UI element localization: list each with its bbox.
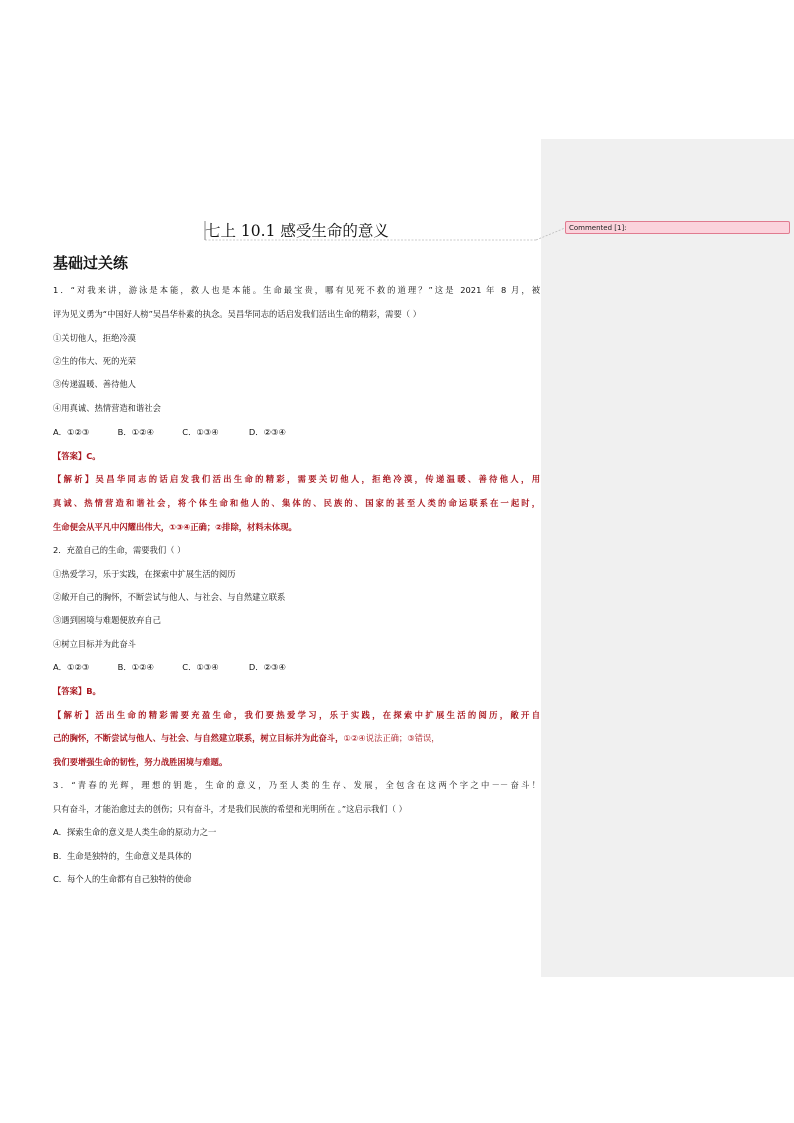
q1-stem-line-2: 评为见义勇为“中国好人榜”吴昌华朴素的执念。吴昌华同志的话启发我们活出生命的精彩，需要（ ） [53,309,422,319]
q1-analysis-line-2: 真诚、热情营造和谐社会，将个体生命和他人的、集体的、民族的、国家的甚至人类的命运联系在一起时， [53,498,540,508]
comment-label: Commented [1]: [569,224,627,232]
q2-option-4: ④树立目标并为此奋斗 [53,639,136,649]
page-title: 七上 10.1 感受生命的意义 [205,222,389,240]
q1-choice-a: A．①②③ [53,427,90,437]
q2-analysis-line-1: 【解析】活出生命的精彩需要充盈生命，我们要热爱学习，乐于实践，在探索中扩展生活的阅历，敞开自 [53,710,540,720]
q1-answer: 【答案】C。 [53,451,101,461]
q2-answer: 【答案】B。 [53,686,101,696]
q2-analysis-line-2a: 己的胸怀，不断尝试与他人、与社会、与自然建立联系，树立目标并为此奋斗， [53,733,344,743]
q2-option-2: ②敞开自己的胸怀，不断尝试与他人、与社会、与自然建立联系 [53,592,286,602]
q2-stem: 2．充盈自己的生命，需要我们（ ） [53,545,186,555]
q3-stem-line-1: 3．“青春的光辉，理想的钥匙，生命的意义，乃至人类的生存、发展，全包含在这两个字之中－－奋斗！ [53,780,540,790]
q3-option-c: C．每个人的生命都有自己独特的使命 [53,874,192,884]
q1-stem-line-1: 1．“对我来讲，游泳是本能，救人也是本能。生命最宝贵，哪有见死不救的道理？”这是 2021 年 8 月，被 [53,285,540,295]
q2-choice-a: A．①②③ [53,662,90,672]
q1-choice-b: B．①②④ [117,427,154,437]
q1-choice-c: C．①③④ [182,427,219,437]
q3-option-a: A．探索生命的意义是人类生命的原动力之一 [53,827,217,837]
q1-choices [53,425,286,439]
q3-stem-line-2: 只有奋斗，才能治愈过去的创伤；只有奋斗，才是我们民族的希望和光明所在 。”这启示我们（ ） [53,804,407,814]
q2-option-1: ①热爱学习，乐于实践，在探索中扩展生活的阅历 [53,569,236,579]
q1-option-2: ②生的伟大、死的光荣 [53,356,136,366]
q2-analysis-line-3: 我们要增强生命的韧性，努力战胜困境与难题。 [53,757,228,767]
section-heading: 基础过关练 [53,254,129,272]
q2-choices [53,660,286,674]
q2-choice-d: D．②③④ [248,662,286,672]
q2-analysis-line-2 [53,731,440,745]
q1-choice-d: D．②③④ [248,427,286,437]
q1-option-1: ①关切他人，拒绝冷漠 [53,333,136,343]
q2-option-3: ③遇到困境与难题便放弃自己 [53,615,161,625]
q1-analysis-line-1: 【解析】吴昌华同志的话启发我们活出生命的精彩，需要关切他人，拒绝冷漠，传递温暖、善待他人，用 [53,474,540,484]
q1-option-4: ④用真诚、热情营造和谐社会 [53,403,161,413]
q2-analysis-line-2b: ①②④说法正确；③错误， [343,733,440,743]
comment-margin-pane [541,139,794,977]
q2-choice-c: C．①③④ [182,662,219,672]
q2-choice-b: B．①②④ [117,662,154,672]
comment-balloon[interactable] [565,221,790,234]
q1-analysis-line-3: 生命便会从平凡中闪耀出伟大，①③④正确；②排除，材料未体现。 [53,522,297,532]
q1-option-3: ③传递温暖、善待他人 [53,379,136,389]
q3-option-b: B．生命是独特的，生命意义是具体的 [53,851,192,861]
